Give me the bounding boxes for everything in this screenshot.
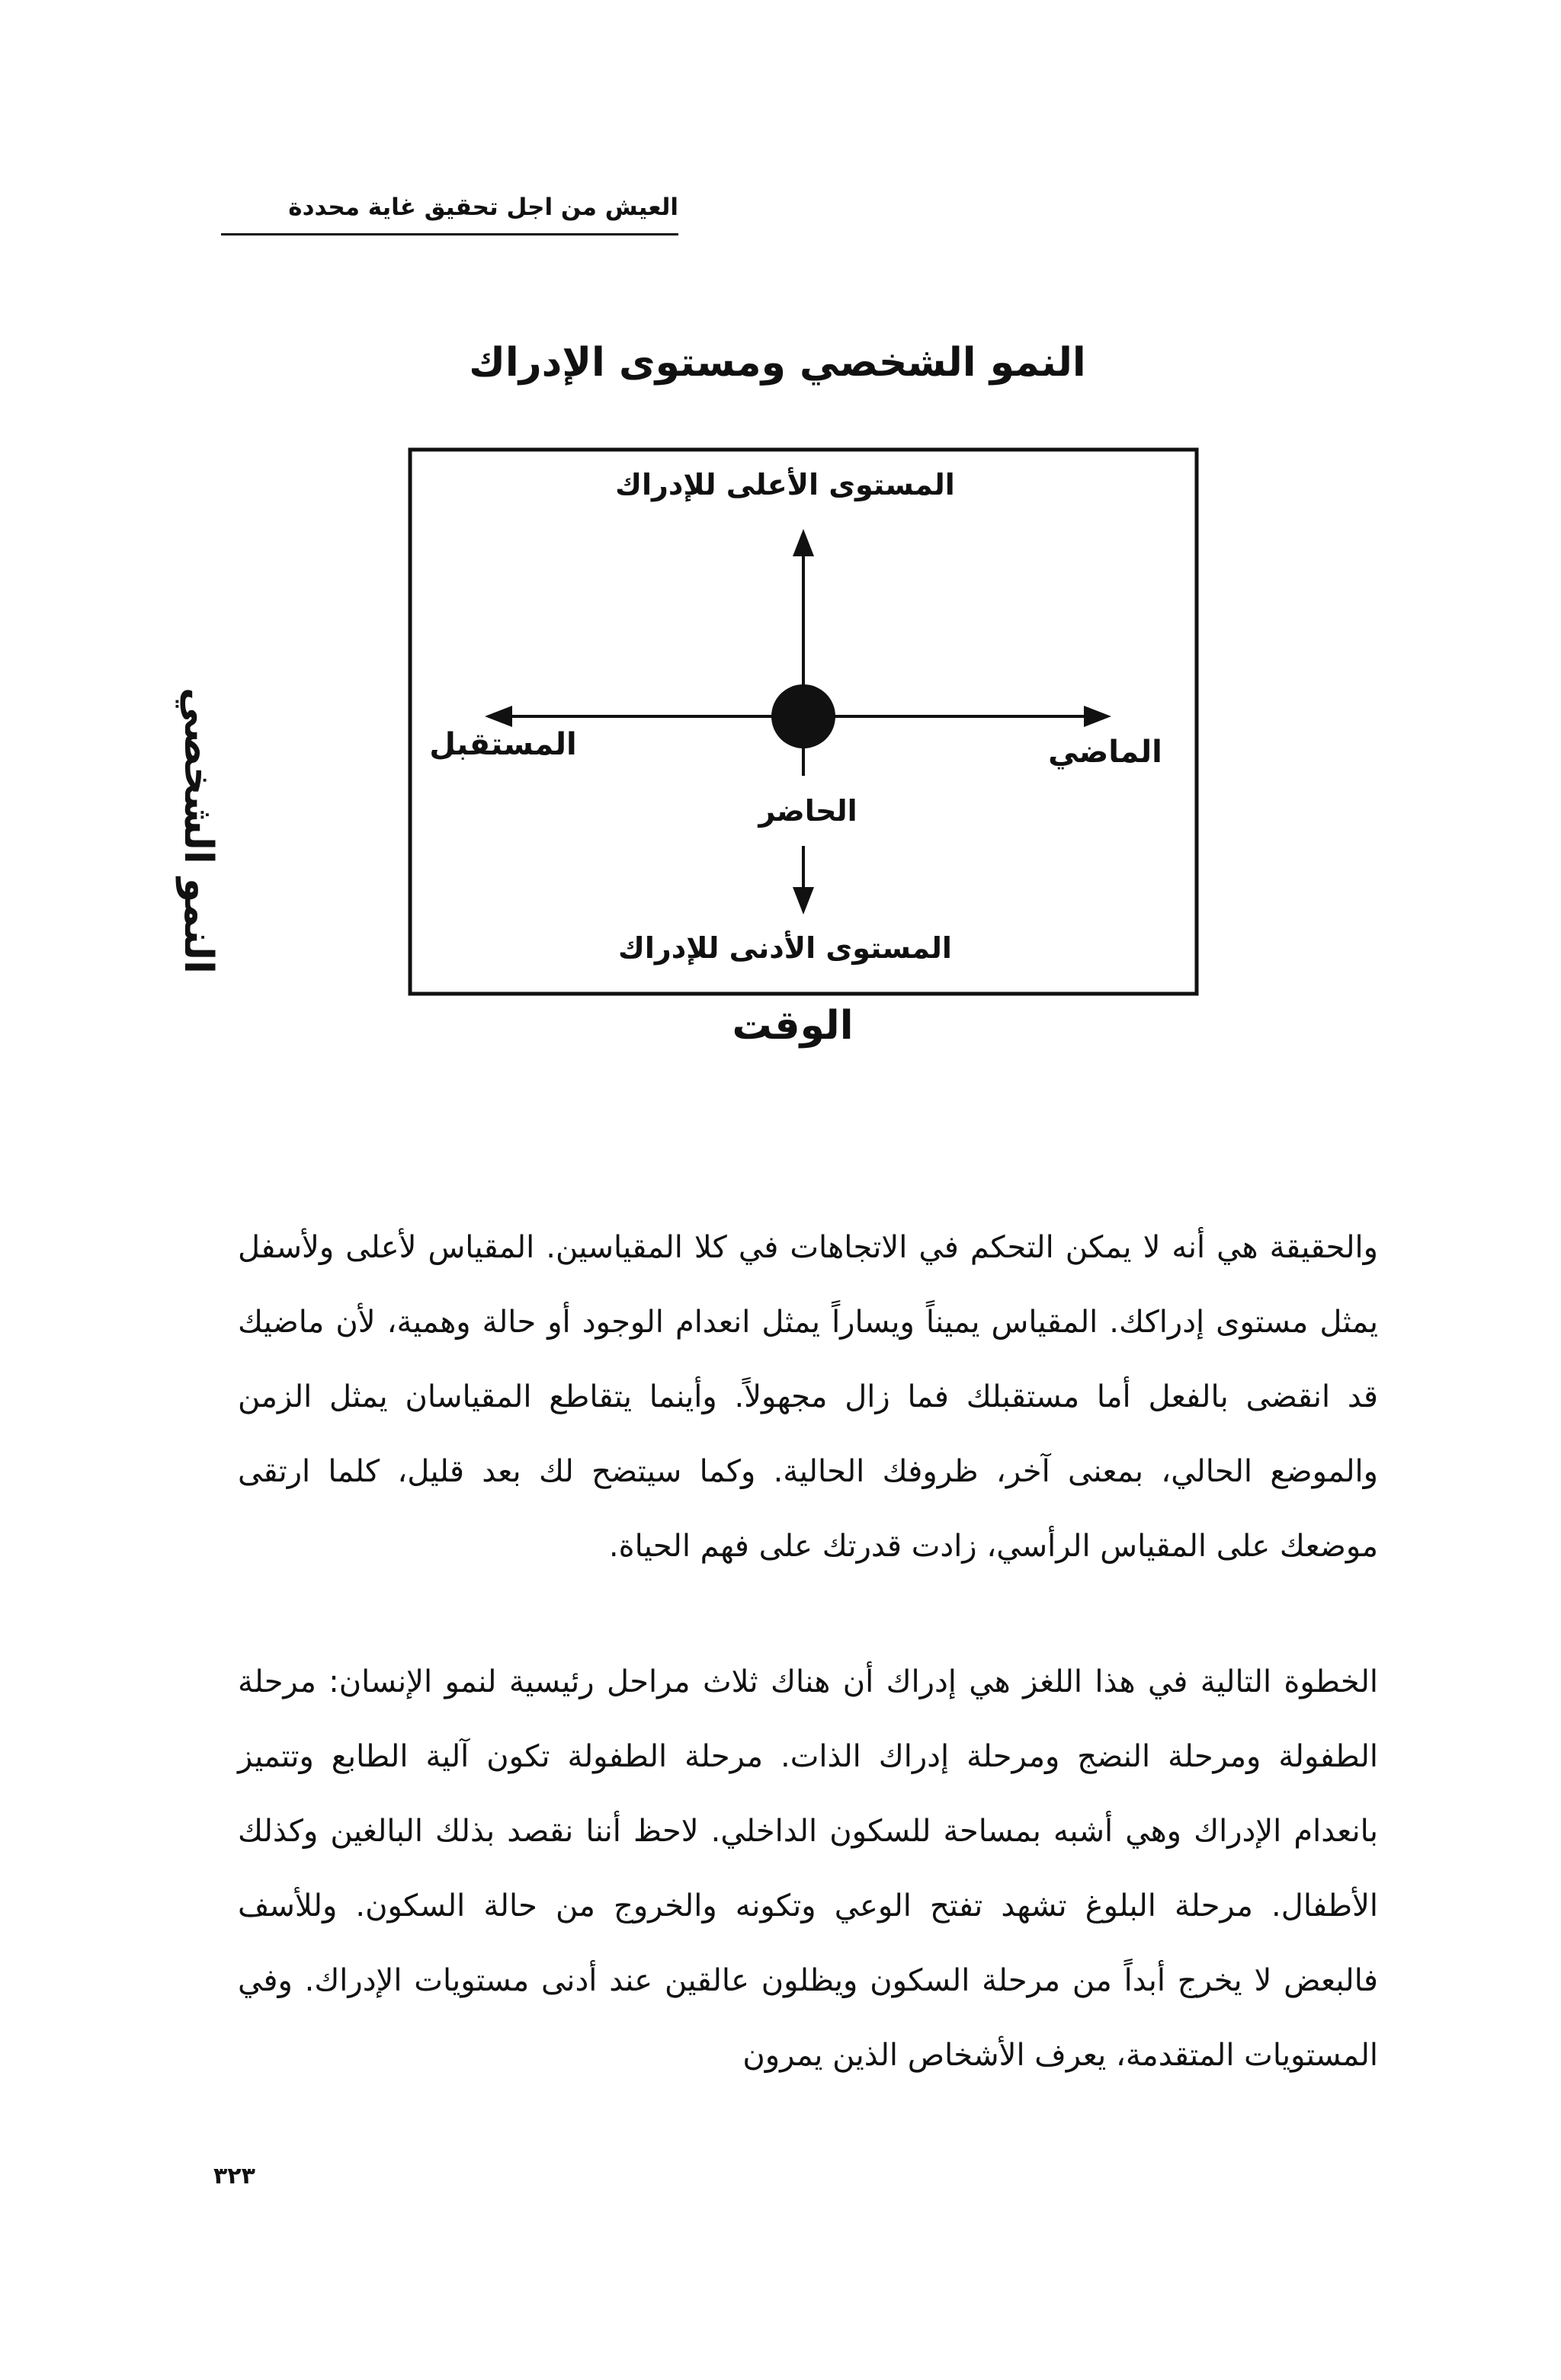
label-lowest-perception: المستوى الأدنى للإدراك [618, 931, 952, 965]
arrowhead-down [793, 887, 814, 915]
running-header: العيش من اجل تحقيق غاية محددة [288, 194, 678, 221]
page-number: ٣٢٣ [213, 2163, 255, 2189]
label-present: الحاضر [758, 794, 857, 828]
body-paragraph-2: الخطوة التالية في هذا اللغز هي إدراك أن هناك ثلاث مراحل رئيسية لنمو الإنسان: مرحلة الطفولة ومرحلة النضج ومرحلة إدراك الذات. مرحلة الطفولة تكون آلية الطابع وتتميز بانعدام الإدراك وهي أشبه بمساحة للسكون الداخلي. لاحظ أننا نقصد بذلك البالغين وكذلك الأطفال. مرحلة البلوغ تشهد تفتح الوعي وتكونه والخروج من حالة السكون. وللأسف فالبعض لا يخرج أبداً من مرحلة السكون ويظلون عالقين عند أدنى مستويات الإدراك. وفي المستويات المتقدمة، يعرف الأشخاص الذين يمرون [238, 1664, 1378, 2073]
label-highest-perception: المستوى الأعلى للإدراك [615, 468, 955, 501]
arrowhead-up [793, 529, 814, 556]
horizontal-axis-title: الوقت [732, 1003, 854, 1049]
perception-diagram [0, 0, 1561, 1082]
arrowhead-left [485, 706, 512, 727]
body-paragraph-1: والحقيقة هي أنه لا يمكن التحكم في الاتجاهات في كلا المقياسين. المقياس لأعلى ولأسفل يمثل مستوى إدراكك. المقياس يميناً ويساراً يمثل انعدام الوجود أو حالة وهمية، لأن ماضيك قد انقضى بالفعل أما مستقبلك فما زال مجهولاً. وأينما يتقاطع المقياسان يمثل الزمن والموضع الحالي، بمعنى آخر، ظروفك الحالية. وكما سيتضح لك بعد قليل، كلما ارتقى موضعك على المقياس الرأسي، زادت قدرتك على فهم الحياة. [238, 1230, 1378, 1564]
present-point [771, 684, 835, 748]
vertical-axis-title: النمو الشخصي [175, 687, 221, 974]
label-past: الماضي [1048, 735, 1162, 770]
label-future: المستقبل [429, 727, 577, 762]
figure-title: النمو الشخصي ومستوى الإدراك [469, 340, 1086, 386]
arrowhead-right [1084, 706, 1111, 727]
